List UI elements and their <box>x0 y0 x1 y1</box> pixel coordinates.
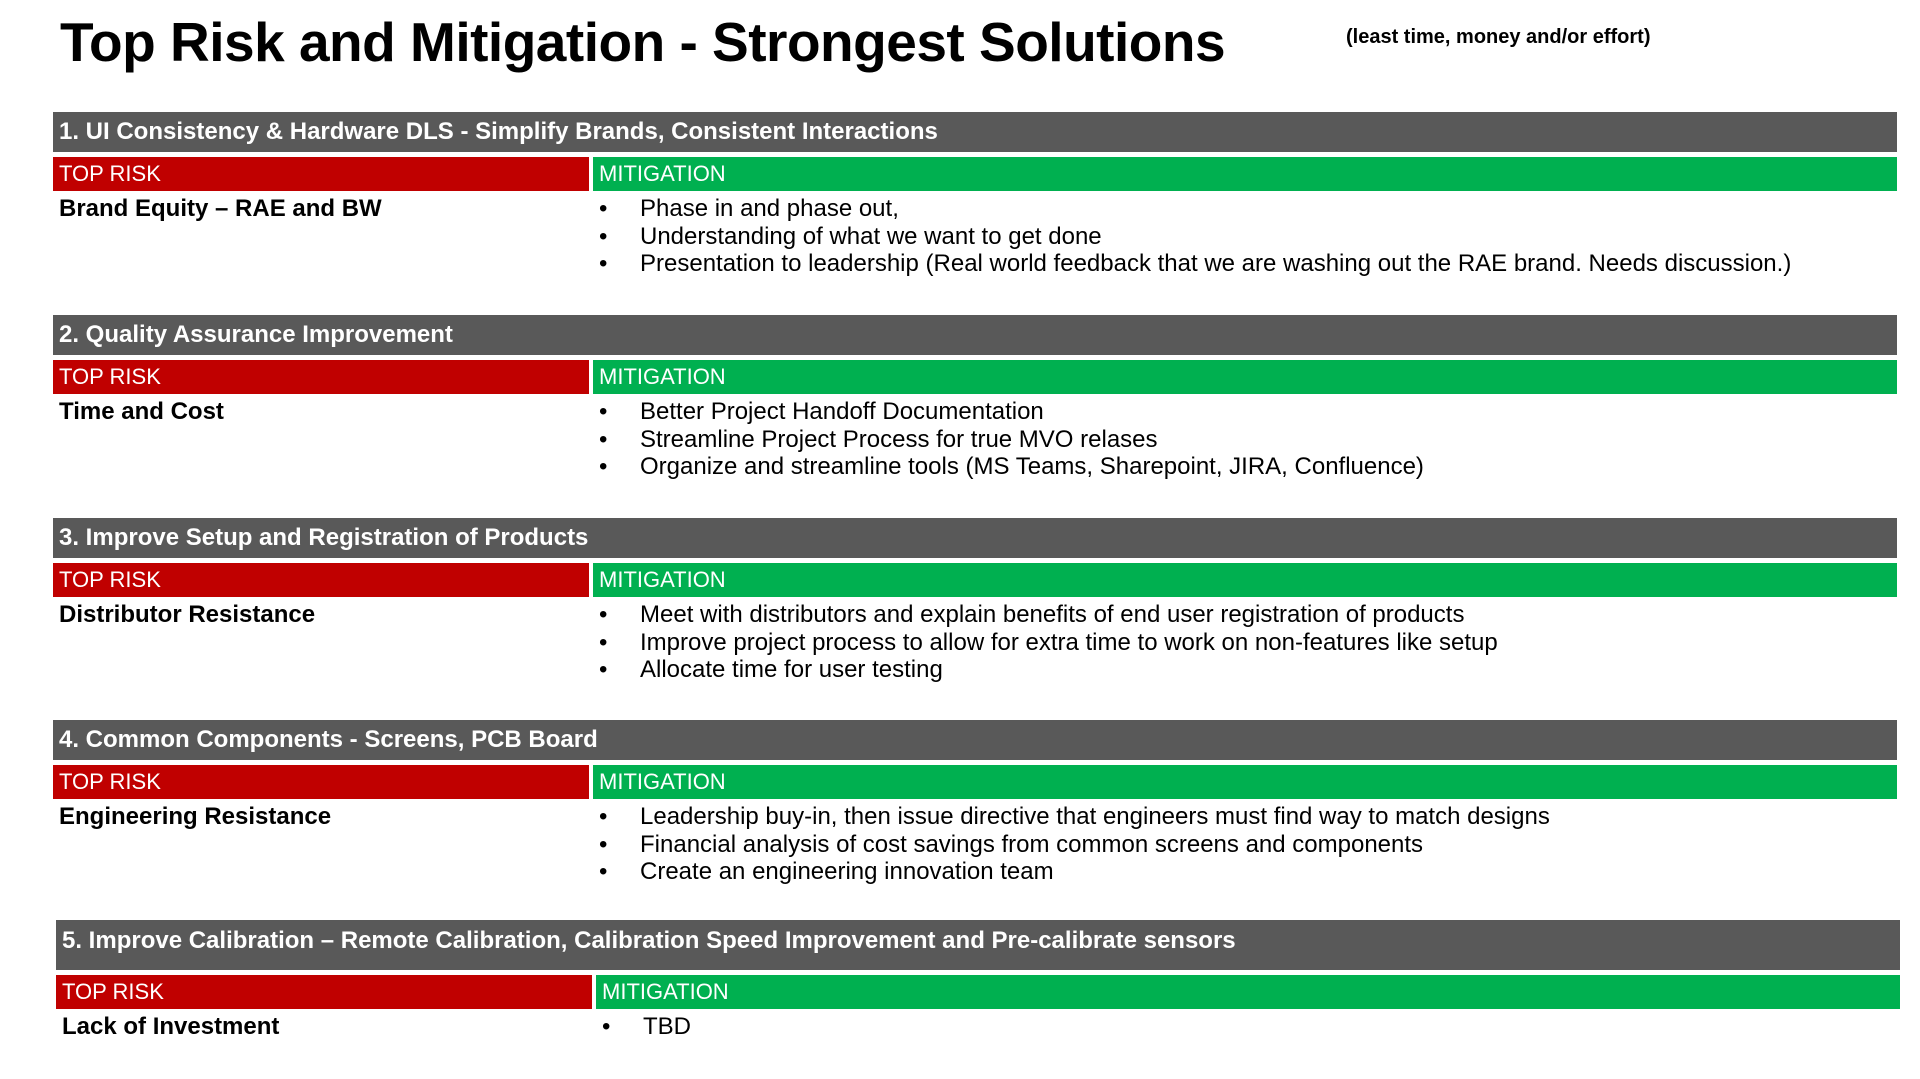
mitigation-list <box>593 803 1897 886</box>
mitigation-list <box>593 195 1897 278</box>
section-labels <box>53 360 1897 394</box>
mitigation-item <box>599 250 1897 278</box>
mitigation-item-text: Streamline Project Process for true MVO relases <box>640 425 1158 453</box>
mitigation-item <box>599 398 1897 426</box>
bullet-icon: • <box>599 628 608 656</box>
section-1 <box>53 112 1897 278</box>
section-header: 1. UI Consistency & Hardware DLS - Simplify Brands, Consistent Interactions <box>53 112 1897 152</box>
bullet-icon: • <box>599 195 608 222</box>
section-content <box>53 803 1897 886</box>
mitigation-label: MITIGATION <box>593 157 1897 191</box>
section-5 <box>56 920 1900 1041</box>
mitigation-label: MITIGATION <box>596 975 1900 1009</box>
section-labels <box>56 975 1900 1009</box>
section-content <box>56 1013 1900 1041</box>
page-subtitle: (least time, money and/or effort) <box>1346 26 1651 48</box>
mitigation-item <box>599 858 1897 886</box>
mitigation-item-text: Phase in and phase out, <box>640 195 899 222</box>
mitigation-list <box>596 1013 1900 1041</box>
bullet-icon: • <box>599 601 608 628</box>
section-labels <box>53 563 1897 597</box>
mitigation-item-text: Create an engineering innovation team <box>640 858 1054 885</box>
risk-text: Lack of Investment <box>62 1013 280 1040</box>
section-header: 2. Quality Assurance Improvement <box>53 315 1897 355</box>
mitigation-label: MITIGATION <box>593 765 1897 799</box>
mitigation-item-text: Meet with distributors and explain benefits of end user registration of products <box>640 601 1465 628</box>
bullet-icon: • <box>599 858 608 885</box>
risk-text: Brand Equity – RAE and BW <box>59 195 382 222</box>
mitigation-item <box>599 601 1897 629</box>
section-4 <box>53 720 1897 886</box>
mitigation-item-text: Financial analysis of cost savings from common screens and components <box>640 830 1424 858</box>
mitigation-item <box>599 656 1897 684</box>
bullet-icon: • <box>602 1013 611 1040</box>
bullet-icon: • <box>599 398 608 425</box>
mitigation-item <box>599 223 1897 251</box>
section-header: 4. Common Components - Screens, PCB Board <box>53 720 1897 760</box>
mitigation-item-text: Presentation to leadership (Real world feedback that we are washing out the RAE brand. Needs discussion.) <box>640 250 1792 277</box>
mitigation-item <box>599 426 1897 454</box>
mitigation-list <box>593 398 1897 481</box>
top-risk-label: TOP RISK <box>53 563 589 597</box>
bullet-icon: • <box>599 830 608 858</box>
bullet-icon: • <box>599 453 608 480</box>
section-header: 3. Improve Setup and Registration of Products <box>53 518 1897 558</box>
mitigation-item-text: Allocate time for user testing <box>640 656 943 683</box>
mitigation-item <box>599 195 1897 223</box>
top-risk-label: TOP RISK <box>53 157 589 191</box>
mitigation-item <box>602 1013 1900 1041</box>
mitigation-label: MITIGATION <box>593 360 1897 394</box>
top-risk-label: TOP RISK <box>56 975 592 1009</box>
section-header: 5. Improve Calibration – Remote Calibration, Calibration Speed Improvement and Pre-calibrate sensors <box>56 920 1900 970</box>
mitigation-label: MITIGATION <box>593 563 1897 597</box>
mitigation-item <box>599 831 1897 859</box>
mitigation-item <box>599 629 1897 657</box>
section-3 <box>53 518 1897 684</box>
mitigation-item-text: TBD <box>643 1013 691 1040</box>
bullet-icon: • <box>599 656 608 683</box>
mitigation-item-text: Understanding of what we want to get done <box>640 222 1102 250</box>
mitigation-list <box>593 601 1897 684</box>
mitigation-item-text: Organize and streamline tools (MS Teams, Sharepoint, JIRA, Confluence) <box>640 453 1424 480</box>
section-content <box>53 601 1897 684</box>
risk-text: Time and Cost <box>59 398 224 425</box>
section-labels <box>53 765 1897 799</box>
mitigation-item <box>599 803 1897 831</box>
mitigation-item <box>599 453 1897 481</box>
section-labels <box>53 157 1897 191</box>
mitigation-item-text: Leadership buy-in, then issue directive that engineers must find way to match designs <box>640 803 1550 830</box>
page-title: Top Risk and Mitigation - Strongest Solutions <box>60 11 1226 73</box>
bullet-icon: • <box>599 425 608 453</box>
bullet-icon: • <box>599 803 608 830</box>
bullet-icon: • <box>599 222 608 250</box>
section-2 <box>53 315 1897 481</box>
section-content <box>53 398 1897 481</box>
top-risk-label: TOP RISK <box>53 765 589 799</box>
bullet-icon: • <box>599 250 608 277</box>
mitigation-item-text: Improve project process to allow for extra time to work on non-features like setup <box>640 628 1498 656</box>
risk-text: Distributor Resistance <box>59 601 316 628</box>
top-risk-label: TOP RISK <box>53 360 589 394</box>
risk-text: Engineering Resistance <box>59 803 332 830</box>
mitigation-item-text: Better Project Handoff Documentation <box>640 398 1044 425</box>
section-content <box>53 195 1897 278</box>
